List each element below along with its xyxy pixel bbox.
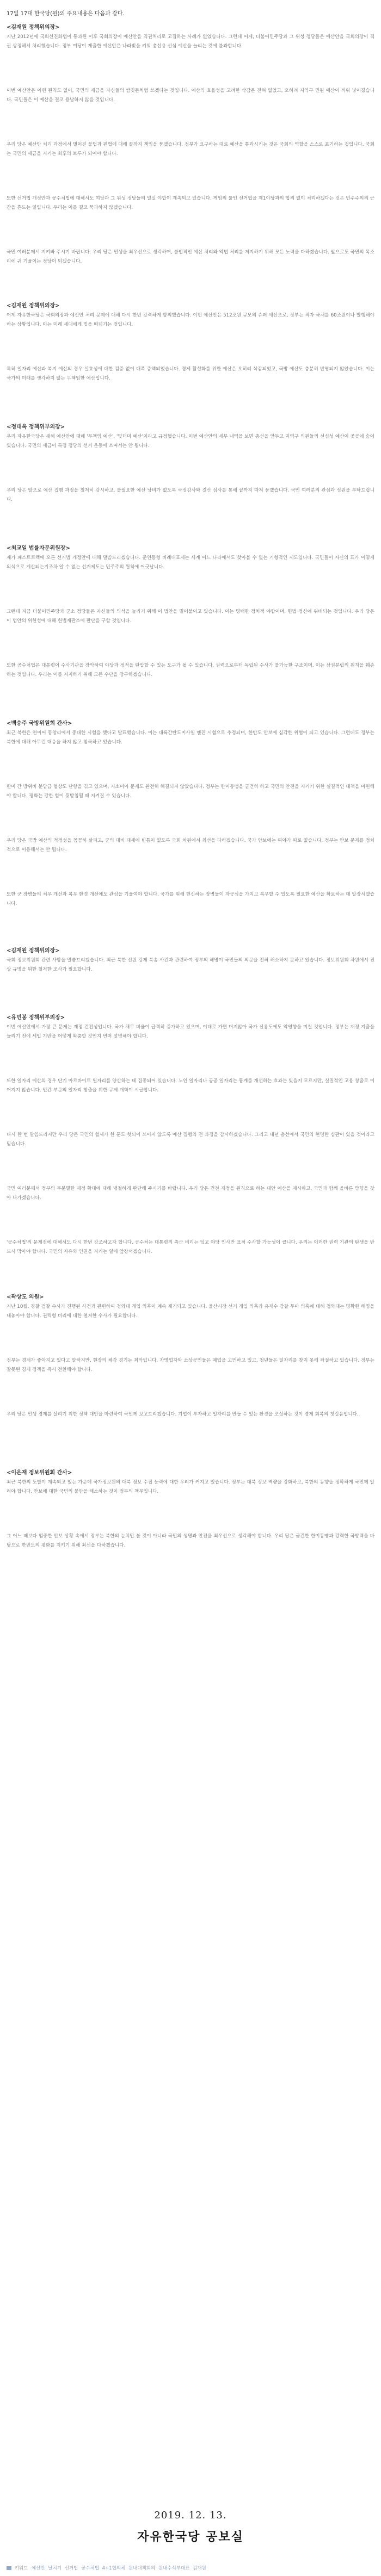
section-yoo-min-bong (7, 1013, 374, 1292)
lead-text: 17일 17대 한국당(원)의 주요내용은 다음과 같다. (7, 11, 125, 17)
section-title: <백승주 국방위원회 간사> (7, 721, 72, 727)
paragraph: 한미 간 방위비 분담금 협상도 난항을 겪고 있으며, 지소미아 문제도 완전히 해결되지 않았습니다. 정부는 한미동맹을 굳건히 하고 국민의 안전을 지키기 위한 실질적인 대책을 마련해야 합니다. 평화는 강한 힘이 뒷받침될 때 지켜질 수 있습니다. (7, 784, 374, 799)
tag-link[interactable]: 선거법 (64, 2566, 78, 2571)
tag-link[interactable]: 4+1협의체 (102, 2566, 126, 2571)
section-title: <김재원 정책위의장> (7, 948, 60, 954)
paragraph: 어제 자유한국당은 국회의장과 예산안 처리 문제에 대해 다시 한번 강력하게 항의했습니다. 이번 예산안은 512조원 규모의 슈퍼 예산으로, 정부는 적자 국채를 60조원이나 발행해야 하는 상황입니다. 이는 미래 세대에게 빚을 떠넘기는 것입니다. (7, 313, 374, 327)
tag-link[interactable]: 날치기 (48, 2566, 62, 2571)
paragraph: 제가 패스트트랙에 오른 선거법 개정안에 대해 말씀드리겠습니다. 준연동형 비례대표제는 세계 어느 나라에서도 찾아볼 수 없는 기형적인 제도입니다. 국민들이 자신의 표가 어떻게 의석으로 계산되는지조차 알 수 없는 선거제도는 민주주의 원칙에 어긋납니다. (7, 555, 374, 570)
release-date: 2019. 12. 13. (154, 2510, 227, 2521)
section-intelligence (7, 946, 374, 1010)
paragraph: 또한 일자리 예산의 경우 단기 아르바이트 일자리를 양산하는 데 집중되어 있습니다. 노인 일자리나 공공 일자리는 통계를 개선하는 효과는 있을지 모르지만, 실질적인 고용 창출로 이어지지 않습니다. 민간 부문의 일자리 창출을 위한 규제 개혁이 시급합니다. (7, 1078, 374, 1093)
paragraph: 또한 공수처법은 대통령이 수사기관을 장악하여 야당과 정적을 탄압할 수 있는 도구가 될 수 있습니다. 권력으로부터 독립된 수사가 불가능한 구조이며, 이는 삼권분립의 원칙을 훼손하는 것입니다. 우리는 이를 저지하기 위해 모든 수단을 강구하겠습니다. (7, 663, 374, 678)
section-kim-jae-won (7, 23, 374, 302)
paragraph: 최근 북한은 연이어 동창리에서 중대한 시험을 했다고 발표했습니다. 이는 대륙간탄도미사일 엔진 시험으로 추정되며, 한반도 안보에 심각한 위협이 되고 있습니다. 그런데도 정부는 북한에 대해 아무런 대응을 하지 않고 침묵하고 있습니다. (7, 730, 374, 745)
paragraph: 또한 선거법 개정안과 공수처법에 대해서도 여당과 그 위성 정당들의 밀실 야합이 계속되고 있습니다. 게임의 룰인 선거법을 제1야당과의 합의 없이 처리하겠다는 것은 민주주의의 근간을 흔드는 일입니다. 우리는 이를 결코 묵과하지 않겠습니다. (7, 196, 374, 210)
section-lee-eun-jae (7, 1468, 374, 1586)
section-title: <유민봉 정책위부의장> (7, 1015, 65, 1021)
tag-link[interactable]: 김재원 (193, 2566, 206, 2571)
paragraph: 국민 여러분께서 지켜봐 주시기 바랍니다. 우리 당은 민생을 최우선으로 생각하며, 불법적인 예산 처리와 악법 처리를 저지하기 위해 모든 노력을 다하겠습니다. 앞으로도 국민의 목소리에 귀 기울이는 정당이 되겠습니다. (7, 250, 374, 264)
paragraph: 국민 여러분께서 정부의 무분별한 재정 확대에 대해 냉철하게 판단해 주시기를 바랍니다. 우리 당은 건전 재정을 원칙으로 하는 대안 예산을 제시하고, 국민과 함께 올바른 방향을 찾아 나가겠습니다. (7, 1186, 374, 1201)
section-title: <정태옥 정책위부의장> (7, 424, 65, 430)
tag-label: 키워드 (14, 2566, 28, 2571)
tag-link[interactable]: 공수처법 (81, 2566, 99, 2571)
section-title: <곽상도 의원> (7, 1294, 44, 1300)
paragraph: 우리 당은 국방 예산의 적정성을 꼼꼼히 살피고, 군의 대비 태세에 빈틈이 없도록 국회 차원에서 최선을 다하겠습니다. 국가 안보에는 여야가 따로 없습니다. 정부는 안보 문제를 정치적으로 이용해서는 안 됩니다. (7, 838, 374, 853)
paragraph: 지난 10월, 경찰 검찰 수사가 진행된 사건과 관련하여 청와대 개입 의혹이 계속 제기되고 있습니다. 울산시장 선거 개입 의혹과 유재수 감찰 무마 의혹에 대해 청와대는 명확한 해명을 내놓아야 합니다. 권력형 비리에 대한 철저한 수사가 필요합니다. (7, 1304, 374, 1319)
paragraph: 지난 2012년에 국회선진화법이 통과된 이후 국회의장이 예산안을 직권처리로 고집하는 사례가 없었습니다. 그런데 어제, 더불어민주당과 그 위성 정당들은 예산안을 국회의장이 직권 상정해서 처리했습니다. 정부 여당이 제출한 예산안은 나라빚을 키워 총선용 선심 예산을 늘리는 것에 불과합니다. (7, 34, 374, 49)
section-choi-kyo-il (7, 544, 374, 715)
keyword-tags (7, 2565, 208, 2571)
tag-link[interactable]: 원내수석부대표 (158, 2566, 190, 2571)
paragraph: 우리 당은 예산안 처리 과정에서 벌어진 불법과 편법에 대해 끝까지 책임을 묻겠습니다. 정부가 요구하는 대로 예산을 통과시키는 것은 국회의 역할을 스스로 포기하는 것입니다. 국회는 국민의 세금을 지키는 최후의 보루가 되어야 합니다. (7, 142, 374, 157)
paragraph: 우리 당은 앞으로 예산 집행 과정을 철저히 감시하고, 불필요한 예산 낭비가 없도록 국정감사와 결산 심사를 통해 끝까지 따져 묻겠습니다. 국민 여러분의 관심과 성원을 부탁드립니다. (7, 488, 374, 502)
paragraph: 그 어느 때보다 엄중한 안보 상황 속에서 정부는 북한의 눈치만 볼 것이 아니라 국민의 생명과 안전을 최우선으로 생각해야 합니다. 우리 당은 굳건한 한미동맹과 강력한 국방력을 바탕으로 한반도의 평화를 지키기 위해 최선을 다하겠습니다. (7, 1534, 374, 1548)
tag-link[interactable]: 예산안 (32, 2566, 45, 2571)
paragraph: 다시 한 번 말씀드리지만 우리 당은 국민의 혈세가 한 푼도 헛되이 쓰이지 않도록 예산 집행의 전 과정을 감시하겠습니다. 그리고 내년 총선에서 국민의 현명한 심판이 있을 것이라고 믿습니다. (7, 1132, 374, 1147)
paragraph: 특히 일자리 예산과 복지 예산의 경우 실효성에 대한 검증 없이 대폭 증액되었습니다. 경제 활성화를 위한 예산은 오히려 삭감되었고, 국방 예산도 충분히 반영되지 않았습니다. 이는 국가의 미래를 생각하지 않는 무책임한 예산입니다. (7, 367, 374, 381)
paragraph: 이번 예산안은 어떤 원칙도 없이, 국민의 세금을 자신들의 쌈짓돈처럼 쓰겠다는 것입니다. 예산의 효율성을 고려한 삭감은 전혀 없었고, 오히려 지역구 민원 예산이 끼워 넣어졌습니다. 국민들은 이 예산을 결코 용납하지 않을 것입니다. (7, 88, 374, 103)
section-jung-tae-ok (7, 423, 374, 540)
paragraph: 그런데 지금 더불어민주당과 군소 정당들은 자신들의 의석을 늘리기 위해 이 법안을 밀어붙이고 있습니다. 이는 명백한 정치적 야합이며, 헌법 정신에 위배되는 것입니다. 우리 당은 이 법안의 위헌성에 대해 헌법재판소에 판단을 구할 것입니다. (7, 609, 374, 624)
paragraph: 우리 자유한국당은 새해 예산안에 대해 '무책임 예산', '빚더미 예산'이라고 규정했습니다. 이번 예산안의 세부 내역을 보면 총선을 앞두고 지역구 의원들의 선심성 예산이 곳곳에 숨어 있습니다. 국민의 세금이 특정 정당의 선거 운동에 쓰여서는 안 됩니다. (7, 434, 374, 449)
section-title: <최교일 법률자문위원장> (7, 545, 70, 551)
section-kwak-sang-do (7, 1293, 374, 1464)
section-policy-chief (7, 301, 374, 419)
paragraph: 이번 예산안에서 가장 큰 문제는 재정 건전성입니다. 국가 채무 비율이 급격히 증가하고 있으며, 이대로 가면 머지않아 국가 신용도에도 악영향을 미칠 것입니다. 정부는 재정 지출을 늘리기 전에 세입 기반을 어떻게 확충할 것인지 먼저 설명해야 합니다. (7, 1025, 374, 1039)
tag-icon (7, 2566, 11, 2570)
paragraph: 우리 당은 민생 경제를 살리기 위한 정책 대안을 마련하여 국민께 보고드리겠습니다. 기업이 투자하고 일자리를 만들 수 있는 환경을 조성하는 것이 경제 회복의 첫걸음입니다. (7, 1412, 359, 1417)
paragraph: 국회 정보위원회 관련 사항을 말씀드리겠습니다. 최근 북한 선원 강제 북송 사건과 관련하여 정부의 해명이 국민들의 의문을 전혀 해소하지 못하고 있습니다. 정보위원회 차원에서 진상 규명을 위한 철저한 조사가 필요합니다. (7, 958, 374, 972)
paragraph: '공수처법'의 문제점에 대해서도 다시 한번 강조하고자 합니다. 공수처는 대통령의 측근 비리는 덮고 야당 인사만 표적 수사할 가능성이 큽니다. 우리는 이러한 권력 기관의 탄생을 반드시 막아야 합니다. 국민의 자유와 인권을 지키는 일에 앞장서겠습니다. (7, 1240, 374, 1255)
section-baek-seung-joo (7, 719, 374, 944)
paragraph: 또한 군 장병들의 처우 개선과 복무 환경 개선에도 관심을 기울여야 합니다. 국가를 위해 헌신하는 장병들이 자긍심을 가지고 복무할 수 있도록 필요한 예산을 확보하는 데 앞장서겠습니다. (7, 892, 374, 907)
section-title: <김재원 정책위의장> (7, 303, 60, 309)
section-title: <이은재 정보위원회 간사> (7, 1470, 72, 1476)
section-title: <김재원 정책위의장> (7, 24, 60, 30)
paragraph: 최근 북한의 도발이 계속되고 있는 가운데 국가정보원의 대북 정보 수집 능력에 대한 우려가 커지고 있습니다. 정부는 대북 정보 역량을 강화하고, 북한의 동향을 정확하게 국민께 알려야 합니다. 안보에 대한 국민의 불안을 해소하는 것이 정부의 책무입니다. (7, 1480, 374, 1494)
paragraph: 정부는 경제가 좋아지고 있다고 말하지만, 현장의 체감 경기는 최악입니다. 자영업자와 소상공인들은 폐업을 고민하고 있고, 청년들은 일자리를 찾지 못해 좌절하고 있습니다. 정부는 잘못된 경제 정책을 즉시 전환해야 합니다. (7, 1358, 374, 1373)
issuing-office: 자유한국당 공보실 (137, 2530, 244, 2544)
tag-link[interactable]: 원내대책회의 (128, 2566, 156, 2571)
